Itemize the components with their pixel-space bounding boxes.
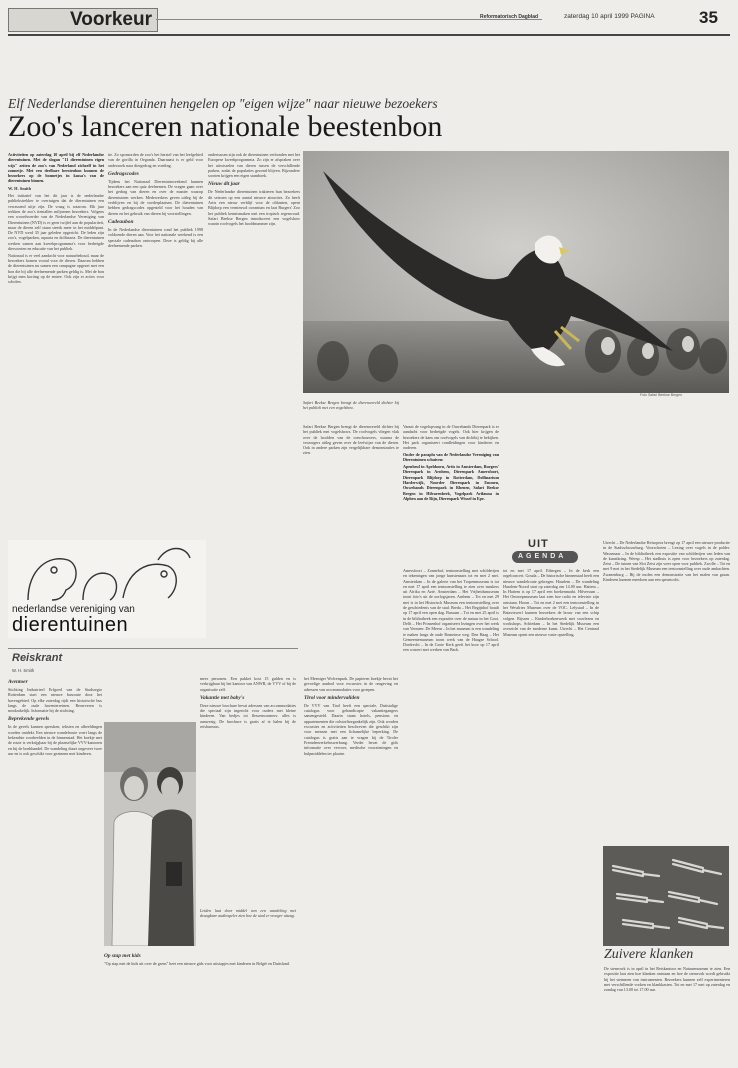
article-column-2 (108, 152, 203, 538)
newspaper-name: Reformatorisch Dagblad (480, 14, 539, 20)
date: zaterdag 10 april 1999 (564, 13, 629, 20)
reis-body: "Op stap met de kids uit over de grens" heet een nieuwe gids voor uitstapjes met kinderen in België en Duitsland. (104, 961, 290, 966)
eagle-photo (303, 151, 729, 393)
reis-body: het Meeniger Wolvenpark. De papieren boekje bevat het gevoelige aanbod voor excursies in de omgeving en adressen van accommodaties voor groepen. (304, 676, 398, 692)
article-intro: Activiteiten op zaterdag 10 april bij elf Nederlandse dierentuinen. Met de slogan "11 dierentuinen eigen wijs" zetten de zoo's van Nederland zichzelf in het zonnetje. Met een deelbare beestenbon kunnen de bezoekers op de bonnetjes in kassa's van de dierentuinen binnen. (8, 152, 104, 184)
zuivere-text (604, 966, 730, 1058)
photo-caption (303, 400, 399, 422)
reis-body: De VVV van Tirol heeft een speciale, Duitstalige catalogus voor gehandicapte vakantiegangers samengesteld. Daarin staan hotels, pensions en appartementen die rolstoeltoegankelijk zijn. Ook worden excursies en activiteiten beschreven die geschikt zijn voor mensen met een lichamelijke beperking. De catalogus is gratis aan te vragen bij de Tiroler Fremdenverkehrswerbung. Verder bevat de gids informatie over vervoer, medische voorzieningen en hulpmiddelen ter plaatse. (304, 702, 398, 756)
article-body: Safari Beekse Bergen brengt de dierenwereld dichter bij het publiek met vogelshows. De roofvogels vliegen vlak over de hoofden van de toeschouwers, waarna de verzorgers uitleg geven over de leefwijze van de dieren. Ook in andere parken zijn vergelijkbare demonstraties te zien. (303, 424, 399, 456)
subheading: Vakantie met baby's (200, 694, 245, 701)
reis-column-2-bottom (104, 950, 296, 1058)
uit-body: Amersfoort – Zonnehof, tentoonstelling met schilderijen en tekeningen van jonge kunstenaars tot en met 2 mei. Amsterdam – In de galerie van het Tropenmuseum is tot en met 17 april een tentoonstelling te zien over maskers uit Afrika en Azië. Amsterdam – Het Vrijheidsmuseum toont foto's uit de oorlogsjaren. Arnhem – Tot en met 29 mei is in het Historisch Museum een tentoonstelling over de geschiedenis van de stad. Breda – Het Begijnhof houdt op 17 april een open dag. Bussum – Tot en met 25 april is in de bibliotheek een expositie over de natuur in het Gooi. Delft – Het Prinsenhof organiseert lezingen over het werk van Vermeer. De Meern – In het museum is een wandeling te maken langs de oude Romeinse weg. Den Haag – Het Gemeentemuseum toont werk van de Haagse School. Dordrecht – In de Grote Kerk geeft het koor op 17 april een concert met werken van Bach. (403, 568, 499, 653)
subheading: Nieuw dit jaar (208, 181, 240, 188)
article-body: Tijdens het Nationaal Dierentuinweekend kunnen bezoekers aan een quiz deelnemen. De vragen gaan over het gedrag van dieren en over de manier waarop dierentuinen werken. Medewerkers geven uitleg bij de verblijven en bij de voederplaatsen. De dierentuinen hebben gedragscodes opgesteld voor het houden van dieren en het gebruik van dieren bij voorstellingen. (108, 178, 203, 216)
subheading: Beprekende gevels (8, 716, 50, 723)
subheading: Op stap met kids (104, 953, 141, 959)
reiskrant-title: Reiskrant (12, 652, 63, 664)
agenda-label: AGENDA (518, 553, 567, 560)
reis-body: In de gevels kunnen spreuken, teksten en afbeeldingen worden ontdekt. Een nieuwe wandelroute voert langs de bekendste voorbeelden in de binnenstad. Het boekje met de route is verkrijgbaar bij de plaatselijke VVV-kantoren en bij de boekhandel. De wandeling duurt ongeveer twee uur en is ook geschikt voor gezinnen met kinderen. (8, 724, 102, 756)
couple-photo-art (104, 722, 196, 946)
article-column-4 (303, 424, 399, 538)
reis-body: meer personen. Een pakket kost 15 gulden en is verkrijgbaar bij het kantoor van ANWB, de VVV of bij de organisatie zelf. (200, 676, 296, 692)
article-body: tie. Zo sponsorden de zoo's het herstel van het leefgebied van de gorilla in Oeganda. Daarnaast is er geld voor onderzoek naar diergedrag en voeding. (108, 152, 203, 168)
nvd-logo (8, 540, 206, 638)
page-label: PAGINA (630, 13, 655, 20)
subheading: Aventoer (8, 679, 28, 685)
reis-column-3 (304, 676, 398, 1058)
reis-body: Stichting Industrieel Erfgoed van de Stadsregio Rotterdam start een nieuwe busroute door het havengebied. Op elke zaterdag rijdt een historische bus langs de oude haventerreinen. Reserveren is noodzakelijk. Informatie bij de stichting. (8, 687, 102, 714)
subheading: Gedragscodes (108, 170, 139, 177)
page-number: 35 (699, 8, 718, 27)
tuning-forks-art (603, 846, 729, 946)
uit-column-1 (403, 568, 499, 1058)
photo-caption-text: Safari Beekse Bergen brengt de dierenwereld dichter bij het publiek met een vogelshow. (303, 400, 399, 411)
masthead (8, 8, 730, 42)
zuivere-body: De stemvork is in april in het Reiskantoor en Natuurmuseum te zien. Een expositie laat zien hoe klanken ontstaan en hoe de stemvork wordt gebruikt bij het stemmen van instrumenten. Bezoekers kunnen zelf experimenteren met verschillende vorken en klankkasten. Tot en met 17 mei op zaterdag en zondag van 13.00 tot 17.00 uur. (604, 966, 730, 993)
article-column-5 (403, 424, 499, 538)
reis-photo-caption (200, 908, 296, 948)
article-body: Vanuit de vogelopvang in de Ouwehands Dierenpark is er aandacht voor bedreigde vogels. Ook hier krijgen de bezoekers de kans om roofvogels van dichtbij te bekijken. Het park organiseert rondleidingen voor kinderen en ouderen. (403, 424, 499, 451)
article-body: In de Nederlandse dierentuinen rond het publiek 1998 voldoende dieren aan. Voor het nationale weekend is een speciale cadeaubon ontworpen. Deze is geldig bij alle deelnemende parken. (108, 226, 203, 248)
uit-column-2 (503, 568, 599, 978)
reis-column-2-top (200, 676, 296, 796)
reis-photo-caption-text: Leiden laat door middel van een wandeling met draagbare audiospeler zien hoe de stad er vroeger uitzag. (200, 908, 296, 919)
zuivere-title: Zuivere klanken (604, 947, 694, 962)
date-line (564, 13, 655, 20)
article-byline: W. H. Smith (8, 185, 32, 191)
logo-line-1: nederlandse vereniging van (12, 604, 135, 615)
animal-silhouettes-icon (8, 540, 206, 604)
article-column-1 (8, 152, 104, 552)
uit-body: tot en met 17 april. Eibergen – In de kerk een orgelconcert. Gouda – De historische binnenstad heeft een nieuwe wandelroute gekregen. Haarlem – De wandeling Haarlem-Noord start op zaterdag om 14.00 uur. Hattem – In Hattem is op 17 april een boekenmarkt. Hilversum – Het Omroepmuseum laat zien hoe radio en televisie zijn ontstaan. Hoorn – Tot en met 2 mei een tentoonstelling in het Westfries Museum over de VOC. Lelystad – In de Bataviawerf kunnen bezoekers de bouw van een schip volgen. Rijssen – Kinderboekenweek met voorlezen en workshops. Schiedam – In het Stedelijk Museum een overzicht van de moderne kunst. Utrecht – Het Centraal Museum opent een nieuwe vaste opstelling. (503, 568, 599, 637)
uit-label: UIT (528, 538, 549, 550)
reiskrant-byline: W. H. Smith (12, 668, 35, 673)
participants-list: Apenheul in Apeldoorn, Artis in Amsterdam, Burgers' Dierenpark in Arnhem, Dierenpark Amersfoort, Dierenpark Blijdorp in Rotterdam, Dolfinarium Harderwijk, Noorder Dierenpark in Emmen, Ouwehands Dierenpark in Rhenen, Safari Beekse Bergen in Hilvarenbeek, Vogelpark Avifauna in Alphen aan de Rijn, Dierenpark Wissel in Epe. (403, 464, 499, 501)
uit-body: Utrecht – De Nederlandse Reisopera brengt op 17 april een nieuwe productie in de Stadsschouwburg. Voorschoten – Lezing over vogels in de polder. Wassenaar – In de bibliotheek een expositie van schilderijen van leden van de kunstkring. Weesp – Het stadhuis is open voor bezoekers op zaterdag. Zeist – De tuinen van Slot Zeist zijn weer open voor publiek. Zwolle – Tot en met 9 mei in het Stedelijk Museum een tentoonstelling over oude ambachten. Zwanenburg – Bij de molen een demonstratie van het malen van graan. Kinderen kunnen meedoen aan een speurtocht. (603, 540, 730, 583)
article-body: Het initiatief van het dit jaar is de nederlandse publiekstrekker te overtuigen dat de dierentuinen een verrassend uitje zijn. De vraag is waarom. Elk jaar trekken de zoo's tientallen miljoenen bezoekers. Volgens een woordvoerder van de Nederlandse Vereniging van Dierentuinen (NVD) is er geen twijfel aan de populariteit, maar de dieren zelf staan steeds meer in het middelpunt. De NVD werd 35 jaar geleden opgericht. De leden zijn zoo's, vogelparken, aquaria en dolfinaria. De dierentuinen werken samen aan kweekprogramma's voor bedreigde diersoorten en educatie van het publiek. (8, 193, 104, 252)
kicker: Elf Nederlandse dierentuinen hengelen op "eigen wijze" naar nieuwe bezoekers (8, 96, 438, 111)
section-divider (8, 648, 298, 649)
reis-body: Deze nieuwe brochure bevat adressen van accommodaties die speciaal zijn ingericht voor ouders met kleine kinderen. Van bedjes tot flessenwarmers: alles is aanwezig. De brochure is gratis af te halen bij de reisbureaus. (200, 702, 296, 730)
article-column-3 (208, 152, 300, 538)
section-label: Voorkeur (70, 9, 153, 30)
photo-credit: Foto Safari Beekse Bergen (640, 393, 683, 397)
article-body: De Nederlandse dierentuinen trakteren hun bezoekers dit seizoen op een aantal nieuwe attracties. Zo heeft Artis een nieuw verblijf voor de olifanten, opent Blijdorp een vernieuwd oceanium en laat Burgers' Zoo het publiek kennismaken met een tropisch regenwoud. Safari Beekse Bergen introduceert een vogelshow waarin roofvogels het hoofdnummer zijn. (208, 189, 300, 227)
masthead-bottom-rule (8, 34, 730, 36)
subheading: Cadeaubon (108, 218, 134, 225)
subheading: Tirol voor mindervaliden (304, 694, 360, 701)
eagle-photo-art (303, 151, 729, 393)
couple-photo (104, 722, 196, 946)
logo-line-2: dierentuinen (12, 614, 129, 636)
article-body: Nationaal is er veel aandacht voor natuurbehoud, maar de bezoekers komen vooral voor de dieren. Daarom hebben de dierentuinen nu samen een campagne opgezet met een bon die bij alle deelnemende parken geldig is. Met de bon krijgt men korting op de entree. Ook zijn er acties voor scholen. (8, 252, 104, 285)
tuning-forks-photo (603, 846, 729, 946)
headline: Zoo's lanceren nationale beestenbon (8, 110, 443, 143)
participants-title: Onder de paraplu van de Nederlandse Vereniging van Dierentuinen schuiven: (403, 451, 499, 463)
article-body: ondertussen zijn ook de dierentuinen verbonden met het Europese kweekprogramma. Zo zijn er afspraken over het uitwisselen van dieren tussen de verschillende parken, zodat de populaties gezond blijven. Bijzondere soorten krijgen een eigen stamboek. (208, 152, 300, 179)
reis-column-1 (8, 676, 102, 1058)
uit-column-3 (603, 540, 730, 844)
